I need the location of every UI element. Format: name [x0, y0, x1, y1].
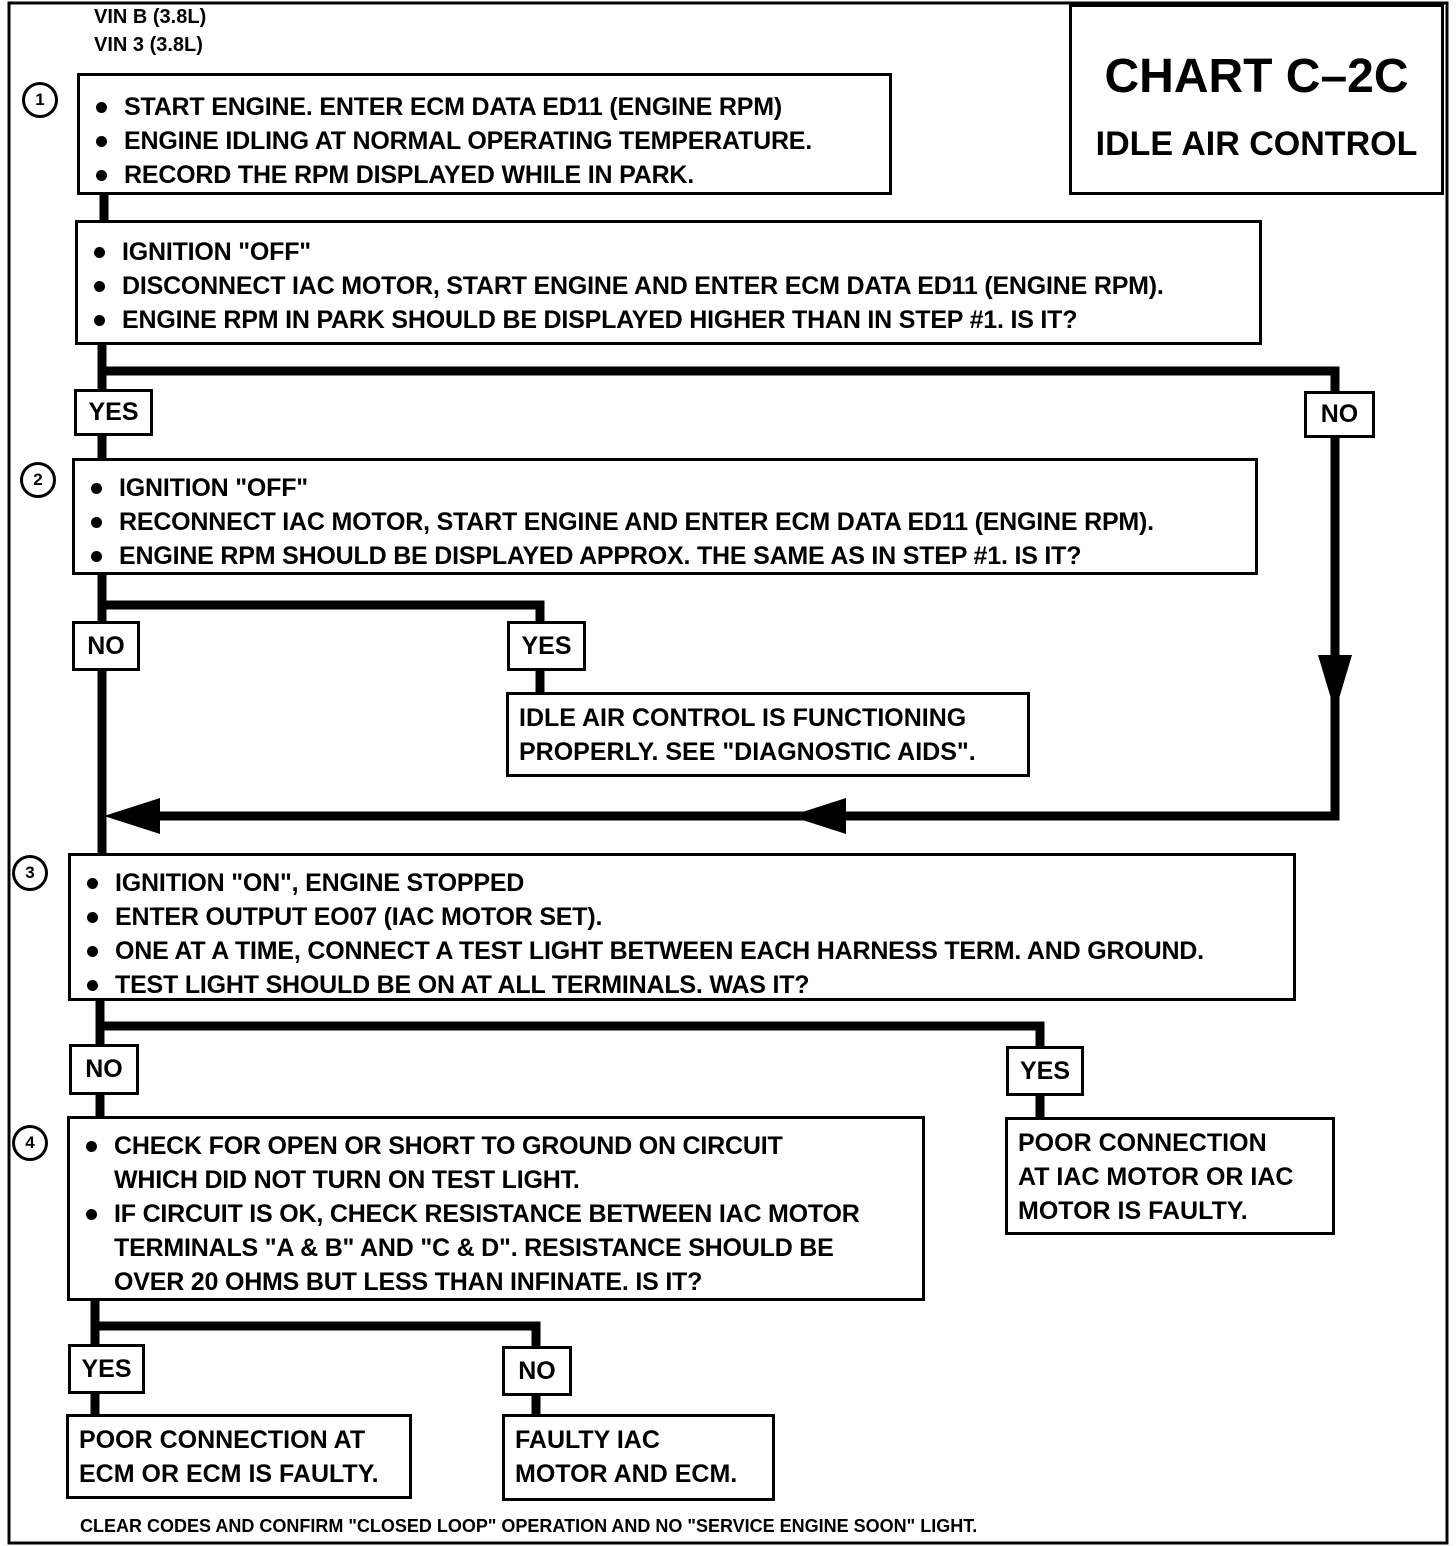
- step-4-bullet: CHECK FOR OPEN OR SHORT TO GROUND ON CIRCUIT WHICH DID NOT TURN ON TEST LIGHT.: [80, 1129, 922, 1197]
- step-2-box: [72, 458, 1258, 575]
- step-2-instructions: [85, 471, 1255, 573]
- step-1-bullet: ENGINE IDLING AT NORMAL OPERATING TEMPERATURE.: [90, 124, 889, 158]
- check-instructions: [88, 235, 1259, 337]
- check-bullet: ENGINE RPM IN PARK SHOULD BE DISPLAYED HIGHER THAN IN STEP #1. IS IT?: [88, 303, 1259, 337]
- step-1-marker: 1: [22, 82, 58, 118]
- step-1-bullet: START ENGINE. ENTER ECM DATA ED11 (ENGINE RPM): [90, 90, 889, 124]
- vin-line-2: VIN 3 (3.8L): [94, 34, 203, 56]
- check-bullet: IGNITION "OFF": [88, 235, 1259, 269]
- step-2-marker: 2: [20, 462, 56, 498]
- arrow-down: [1318, 655, 1352, 712]
- yes-label-2: YES: [507, 621, 586, 671]
- no-label-2: NO: [72, 621, 140, 671]
- result-faulty-iac-ecm: FAULTY IAC MOTOR AND ECM.: [502, 1414, 775, 1501]
- step-4-box: [67, 1116, 925, 1301]
- step-1-box: [77, 73, 892, 195]
- step-3-bullet: ENTER OUTPUT EO07 (IAC MOTOR SET).: [81, 900, 1293, 934]
- step-1-bullet: RECORD THE RPM DISPLAYED WHILE IN PARK.: [90, 158, 889, 192]
- chart-title: CHART C–2C: [1104, 50, 1409, 103]
- result-poor-connection-ecm: POOR CONNECTION AT ECM OR ECM IS FAULTY.: [66, 1414, 412, 1499]
- step-3-bullet: IGNITION "ON", ENGINE STOPPED: [81, 866, 1293, 900]
- yes-label-4: YES: [68, 1344, 145, 1394]
- connector-step4-no: [95, 1326, 536, 1348]
- no-label-1: NO: [1304, 391, 1375, 438]
- connector-step2-yes: [102, 605, 540, 622]
- step-3-instructions: [81, 866, 1293, 1002]
- result-iac-functioning: IDLE AIR CONTROL IS FUNCTIONING PROPERLY. SEE "DIAGNOSTIC AIDS".: [506, 692, 1030, 777]
- arrow-left-end: [104, 798, 160, 834]
- result-poor-connection-iac: POOR CONNECTION AT IAC MOTOR OR IAC MOTOR IS FAULTY.: [1005, 1117, 1335, 1235]
- yes-label-3: YES: [1006, 1046, 1084, 1096]
- step-3-bullet: ONE AT A TIME, CONNECT A TEST LIGHT BETWEEN EACH HARNESS TERM. AND GROUND.: [81, 934, 1293, 968]
- step-3-box: [68, 853, 1296, 1001]
- footer-note: CLEAR CODES AND CONFIRM "CLOSED LOOP" OPERATION AND NO "SERVICE ENGINE SOON" LIGHT.: [80, 1516, 978, 1536]
- no-label-3: NO: [69, 1044, 139, 1095]
- step-4-marker: 4: [12, 1125, 48, 1161]
- arrow-left-mid: [790, 798, 846, 834]
- connector-check-no: [102, 371, 1335, 394]
- step-4-bullet: IF CIRCUIT IS OK, CHECK RESISTANCE BETWEEN IAC MOTOR TERMINALS "A & B" AND "C & D". RESISTANCE SHOULD BE OVER 20 OHMS BUT LESS THAN INFINATE. IS IT?: [80, 1197, 922, 1299]
- step-3-bullet: TEST LIGHT SHOULD BE ON AT ALL TERMINALS. WAS IT?: [81, 968, 1293, 1002]
- step-1-instructions: [90, 90, 889, 192]
- step-2-bullet: IGNITION "OFF": [85, 471, 1255, 505]
- step-4-instructions: [80, 1129, 922, 1299]
- chart-title-box: [1069, 4, 1444, 195]
- connector-step3-yes: [100, 1026, 1040, 1046]
- no-label-4: NO: [502, 1346, 572, 1396]
- step-2-bullet: ENGINE RPM SHOULD BE DISPLAYED APPROX. THE SAME AS IN STEP #1. IS IT?: [85, 539, 1255, 573]
- vin-line-1: VIN B (3.8L): [94, 6, 207, 28]
- ignition-off-check-box: [75, 220, 1262, 345]
- yes-label-1: YES: [74, 389, 153, 436]
- step-3-marker: 3: [12, 855, 48, 891]
- chart-subtitle: IDLE AIR CONTROL: [1095, 125, 1418, 163]
- step-2-bullet: RECONNECT IAC MOTOR, START ENGINE AND ENTER ECM DATA ED11 (ENGINE RPM).: [85, 505, 1255, 539]
- check-bullet: DISCONNECT IAC MOTOR, START ENGINE AND ENTER ECM DATA ED11 (ENGINE RPM).: [88, 269, 1259, 303]
